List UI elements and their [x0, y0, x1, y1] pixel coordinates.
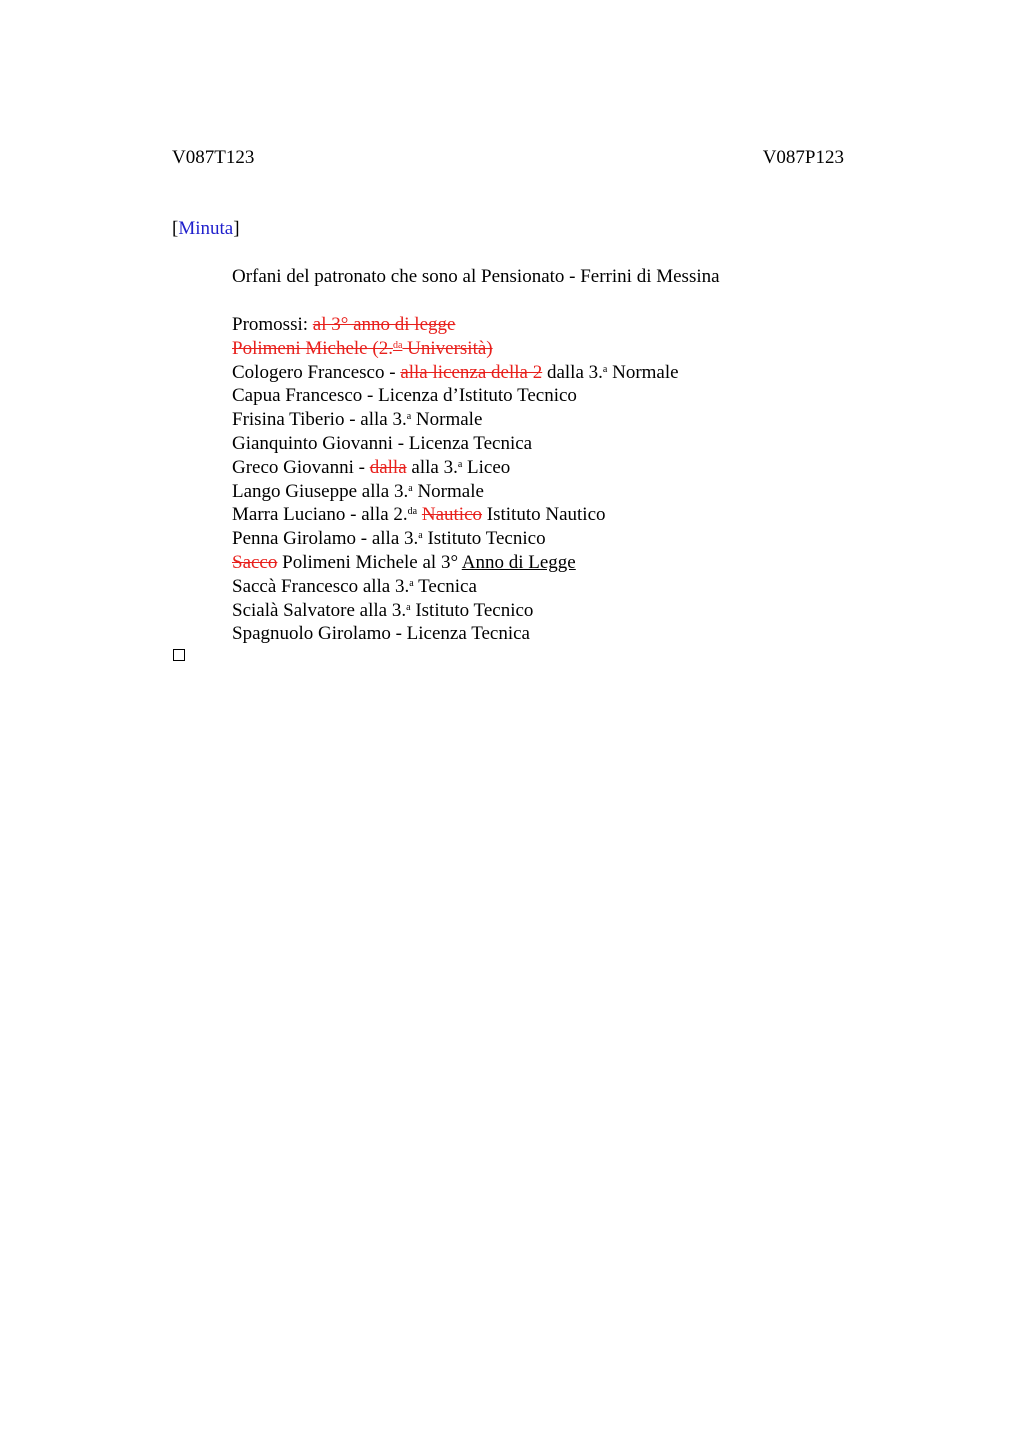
minuta-label — [172, 218, 240, 240]
entry-text: Istituto Nautico — [482, 504, 606, 526]
entry-text: Scialà Salvatore alla 3. — [232, 599, 407, 621]
list-item-gianquinto: Gianquinto Giovanni - Licenza Tecnica — [232, 432, 533, 454]
list-item-cologero — [232, 361, 679, 385]
entry-text: Liceo — [462, 456, 511, 478]
square-box-icon — [173, 649, 185, 661]
list-item-sciala — [232, 599, 679, 623]
deleted-text: al 3° anno di legge — [312, 314, 456, 335]
list-item-lango — [232, 480, 679, 504]
entry-text: Lango Giuseppe alla 3. — [232, 480, 409, 502]
entry-text: Cologero Francesco - — [232, 361, 401, 383]
superscript: a — [457, 458, 463, 470]
deleted-entry-polimeni — [232, 337, 679, 361]
entry-text: Marra Luciano - alla 2. — [232, 504, 408, 526]
entry-text: Normale — [412, 480, 484, 502]
list-item-polimeni — [232, 551, 679, 575]
promossi-line — [232, 313, 679, 337]
entry-text: Tecnica — [413, 575, 477, 597]
deleted-text: Sacco — [232, 551, 278, 573]
deleted-text: Polimeni Michele (2. — [232, 337, 393, 359]
entry-text: Normale — [607, 361, 679, 383]
list-item-frisina — [232, 408, 679, 432]
document-code-right: V087P123 — [762, 147, 844, 168]
promoted-list — [232, 313, 679, 646]
deleted-text: dalla — [369, 456, 407, 478]
superscript: da — [392, 339, 403, 351]
deleted-text: Università) — [402, 337, 493, 359]
deleted-text: Nautico — [421, 504, 483, 526]
document-heading: Orfani del patronato che sono al Pensionato - Ferrini di Messina — [232, 266, 720, 287]
entry-text: Polimeni Michele al 3° — [277, 551, 462, 573]
document-code-left: V087T123 — [172, 147, 255, 168]
list-item-spagnuolo: Spagnuolo Girolamo - Licenza Tecnica — [232, 623, 530, 645]
superscript: a — [409, 577, 414, 589]
list-item-capua: Capua Francesco - Licenza d’Istituto Tecnico — [232, 385, 577, 407]
superscript: a — [406, 601, 411, 613]
deleted-text: alla licenza della 2 — [400, 361, 543, 383]
entry-text: Frisina Tiberio - alla 3. — [232, 409, 407, 431]
underlined-text: Anno di Legge — [461, 551, 576, 573]
entry-text: Saccà Francesco alla 3. — [232, 575, 410, 597]
superscript: da — [407, 506, 418, 518]
entry-text: Normale — [411, 409, 483, 431]
superscript: a — [408, 482, 413, 494]
list-item-greco — [232, 456, 679, 480]
superscript: a — [418, 530, 423, 542]
entry-text: Penna Girolamo - alla 3. — [232, 528, 419, 550]
entry-text: Greco Giovanni - — [232, 456, 370, 478]
entry-text: Istituto Tecnico — [422, 528, 546, 550]
list-item-penna — [232, 527, 679, 551]
superscript: a — [602, 363, 608, 375]
entry-text: Istituto Tecnico — [410, 599, 534, 621]
promossi-label: Promossi: — [232, 314, 309, 335]
entry-text: alla 3. — [406, 456, 458, 478]
list-item-sacca — [232, 575, 679, 599]
minuta-link[interactable]: Minuta — [178, 218, 234, 239]
close-bracket: ] — [233, 218, 240, 239]
entry-text: dalla 3. — [542, 361, 603, 383]
list-item-marra — [232, 503, 679, 527]
superscript: a — [406, 411, 412, 423]
open-bracket: [ — [172, 218, 179, 239]
